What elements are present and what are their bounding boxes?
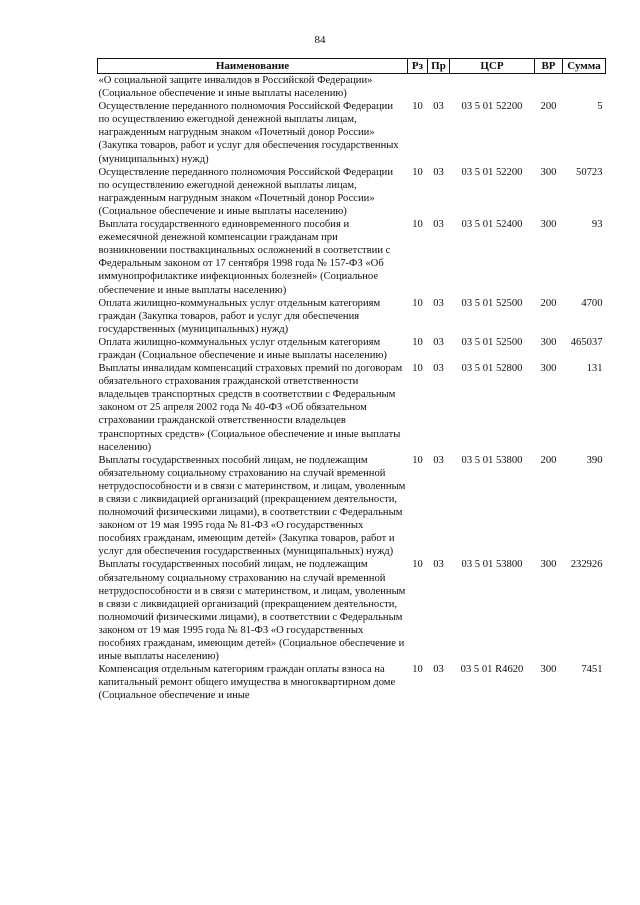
row-sum: 131 bbox=[586, 363, 603, 375]
row-sum: 93 bbox=[591, 219, 603, 231]
table-row bbox=[98, 74, 606, 101]
row-sum: 465037 bbox=[570, 336, 603, 348]
row-sum: 7451 bbox=[581, 664, 603, 676]
row-pr: 03 bbox=[433, 559, 444, 571]
row-sum: 5 bbox=[597, 101, 603, 113]
header-vr: ВР bbox=[535, 59, 563, 74]
header-pr: Пр bbox=[428, 59, 450, 74]
table-row bbox=[98, 297, 606, 336]
header-rz: Рз bbox=[408, 59, 428, 74]
row-pr: 03 bbox=[433, 363, 444, 375]
row-name: «О социальной защите инвалидов в Российской Федерации» (Социальное обеспечение и иные выплаты населению) bbox=[98, 75, 373, 100]
row-pr: 03 bbox=[433, 166, 444, 178]
row-rz: 10 bbox=[412, 559, 423, 571]
row-sum bbox=[563, 74, 606, 101]
row-name: Осуществление переданного полномочия Российской Федерации по осуществлению ежегодной денежной выплаты лицам, награжденным нагрудным знаком «Почетный донор России» (Социальное обеспечение и иные выплаты населению) bbox=[98, 166, 393, 217]
row-name: Выплаты государственных пособий лицам, не подлежащим обязательному социальному страхованию на случай временной нетрудоспособности и в связи с материнством, и лицам, уволенным в связи с ликвидацией организаций (прекращением деятельности, полномочий физическими лицами), в соответствии с Федеральным законом от 19 мая 1995 года № 81-ФЗ «О государственных пособиях гражданам, имеющим детей» (Закупка товаров, работ и услуг для обеспечения государственных (муниципальных) нужд) bbox=[98, 454, 406, 558]
row-rz: 10 bbox=[412, 664, 423, 676]
row-rz: 10 bbox=[412, 454, 423, 466]
row-rz: 10 bbox=[412, 363, 423, 375]
row-rz bbox=[408, 74, 428, 101]
header-name: Наименование bbox=[98, 59, 408, 74]
table-row bbox=[98, 663, 606, 702]
row-rz: 10 bbox=[412, 297, 423, 309]
row-csr: 03 5 01 R4620 bbox=[460, 664, 524, 676]
row-pr: 03 bbox=[433, 336, 444, 348]
table-header-row bbox=[98, 59, 606, 74]
row-vr: 300 bbox=[540, 363, 557, 375]
table-row bbox=[98, 558, 606, 663]
row-csr: 03 5 01 52200 bbox=[461, 166, 523, 178]
table-row bbox=[98, 218, 606, 297]
row-pr bbox=[428, 74, 450, 101]
row-name: Оплата жилищно-коммунальных услуг отдельным категориям граждан (Социальное обеспечение и иные выплаты населению) bbox=[98, 336, 387, 361]
row-pr: 03 bbox=[433, 664, 444, 676]
row-vr: 200 bbox=[540, 454, 557, 466]
header-csr: ЦСР bbox=[450, 59, 535, 74]
row-vr: 300 bbox=[540, 559, 557, 571]
row-rz: 10 bbox=[412, 101, 423, 113]
table-row bbox=[98, 362, 606, 454]
row-vr: 200 bbox=[540, 101, 557, 113]
row-sum: 50723 bbox=[576, 166, 603, 178]
page-number: 84 bbox=[314, 34, 326, 46]
table-row bbox=[98, 336, 606, 362]
row-vr bbox=[535, 74, 563, 101]
row-name: Оплата жилищно-коммунальных услуг отдельным категориям граждан (Закупка товаров, работ и услуг для обеспечения государственных (муниципальных) нужд) bbox=[98, 297, 381, 335]
row-name: Осуществление переданного полномочия Российской Федерации по осуществлению ежегодной денежной выплаты лицам, награжденным нагрудным знаком «Почетный донор России» (Закупка товаров, работ и услуг для обеспечения государственных (муниципальных) нужд) bbox=[98, 101, 399, 165]
row-sum: 4700 bbox=[581, 297, 603, 309]
row-name: Выплаты государственных пособий лицам, не подлежащим обязательному социальному страхованию на случай временной нетрудоспособности и в связи с материнством, и лицам, уволенным в связи с ликвидацией организаций (прекращением деятельности, полномочий физическими лицами), в соответствии с Федеральным законом от 19 мая 1995 года № 81-ФЗ «О государственных пособиях гражданам, имеющим детей» (Социальное обеспечение и иные выплаты населению) bbox=[98, 559, 406, 663]
row-vr: 200 bbox=[540, 297, 557, 309]
row-vr: 300 bbox=[540, 336, 557, 348]
row-vr: 300 bbox=[540, 166, 557, 178]
row-pr: 03 bbox=[433, 219, 444, 231]
row-sum: 232926 bbox=[570, 559, 603, 571]
row-pr: 03 bbox=[433, 297, 444, 309]
row-csr: 03 5 01 52200 bbox=[461, 101, 523, 113]
row-pr: 03 bbox=[433, 101, 444, 113]
row-rz: 10 bbox=[412, 166, 423, 178]
row-csr: 03 5 01 52800 bbox=[461, 363, 523, 375]
row-name: Выплата государственного единовременного пособия и ежемесячной денежной компенсации гражданам при возникновении поствакцинальных осложнений в соответствии с Федеральным законом от 17 сентября 1998 года № 157-ФЗ «Об иммунопрофилактике инфекционных болезней» (Социальное обеспечение и иные выплаты населению) bbox=[98, 219, 391, 296]
row-vr: 300 bbox=[540, 664, 557, 676]
table-row bbox=[98, 166, 606, 218]
row-rz: 10 bbox=[412, 219, 423, 231]
row-rz: 10 bbox=[412, 336, 423, 348]
row-name: Компенсация отдельным категориям граждан оплаты взноса на капитальный ремонт общего имущества в многоквартирном доме (Социальное обеспечение и иные bbox=[98, 664, 396, 702]
row-vr: 300 bbox=[540, 219, 557, 231]
table-row bbox=[98, 100, 606, 165]
row-csr: 03 5 01 52500 bbox=[461, 336, 523, 348]
row-sum: 390 bbox=[586, 454, 603, 466]
row-csr: 03 5 01 52500 bbox=[461, 297, 523, 309]
row-name: Выплаты инвалидам компенсаций страховых премий по договорам обязательного страхования гражданской ответственности владельцев транспортных средств в соответствии с Федеральным законом от 25 апреля 2002 года № 40-ФЗ «Об обязательном страховании гражданской ответственности владельцев транспортных средств» (Социальное обеспечение и иные выплаты населению) bbox=[98, 363, 403, 453]
row-csr: 03 5 01 53800 bbox=[461, 559, 523, 571]
row-csr bbox=[450, 74, 535, 101]
row-csr: 03 5 01 53800 bbox=[461, 454, 523, 466]
row-pr: 03 bbox=[433, 454, 444, 466]
row-csr: 03 5 01 52400 bbox=[461, 219, 523, 231]
header-sum: Сумма bbox=[563, 59, 606, 74]
table-row bbox=[98, 454, 606, 559]
budget-table bbox=[97, 58, 606, 703]
